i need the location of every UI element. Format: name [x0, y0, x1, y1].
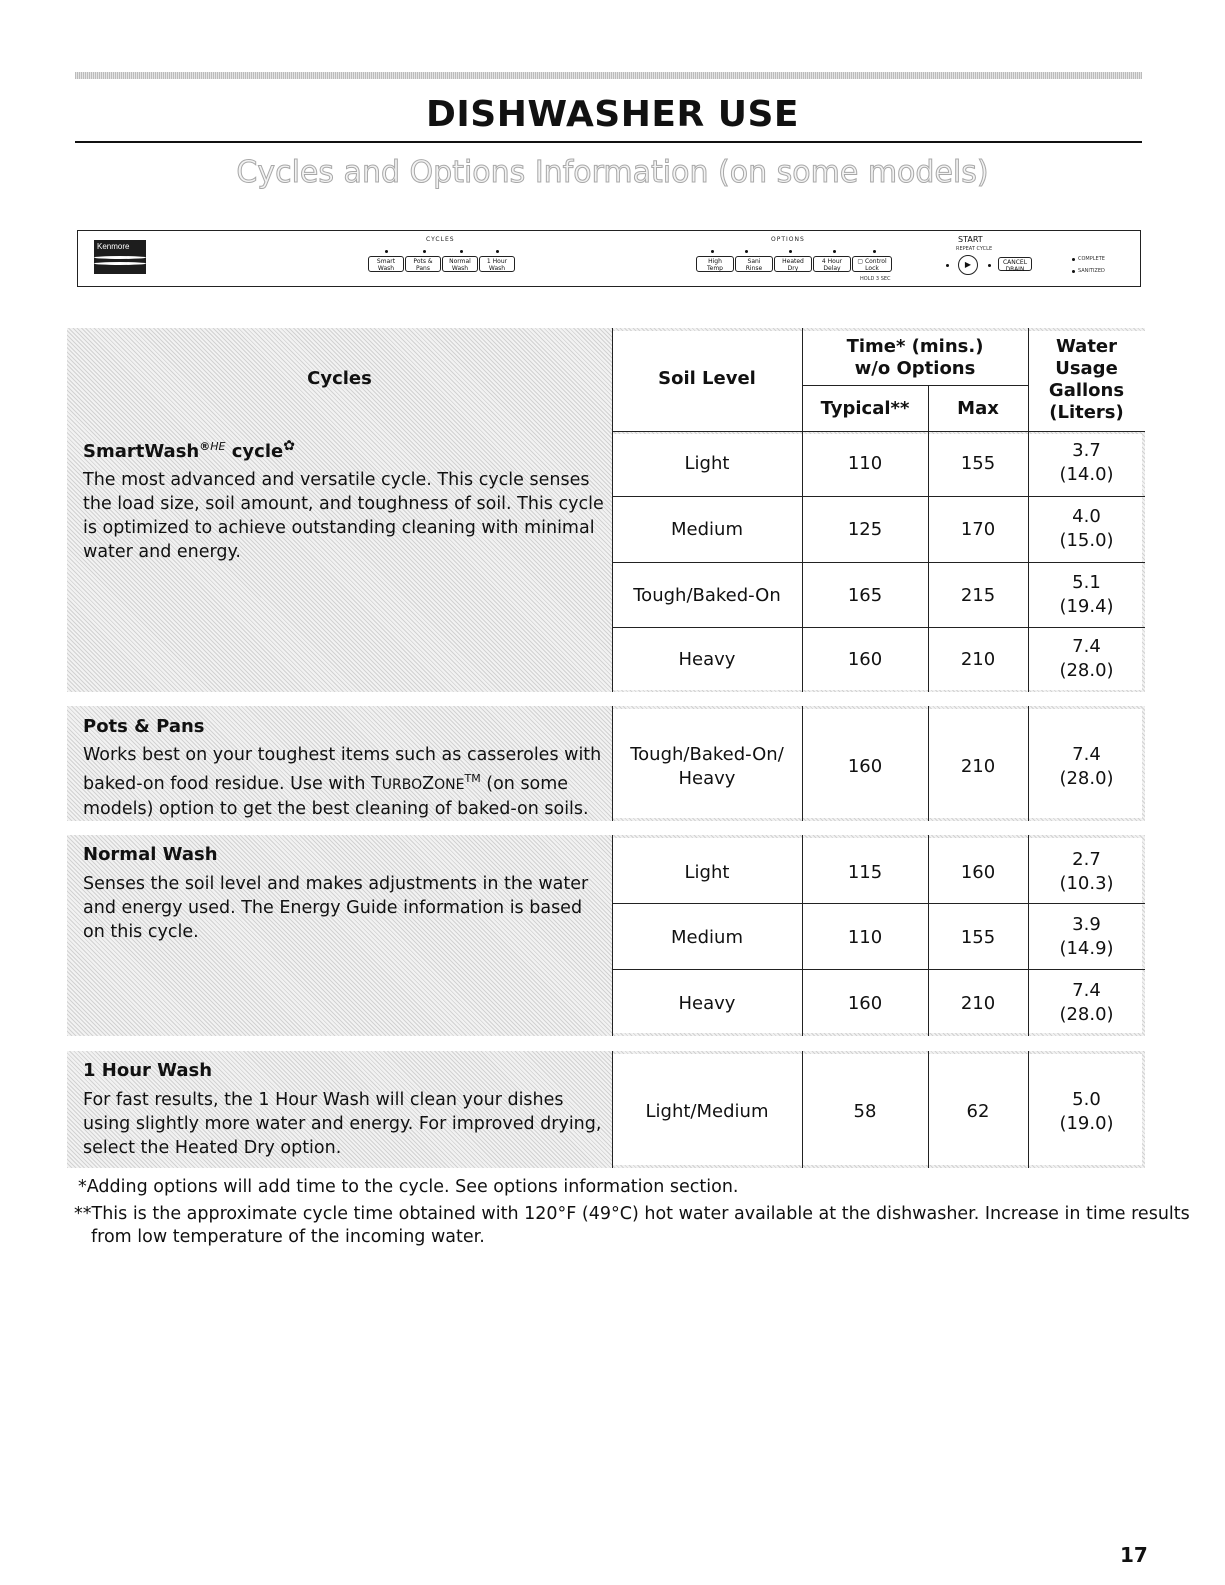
soil-level-value: Tough/Baked-On/ Heavy — [630, 744, 784, 789]
heated-dry-panel-button: Heated Dry — [774, 256, 812, 272]
smart-wash-panel-button: Smart Wash — [368, 256, 404, 272]
pots-pans-description: Works best on your toughest items such as casseroles with baked-on food residue. Use with TURBOZONE™ (on some models) option to get the best cleaning of baked-on soils. — [83, 745, 602, 819]
option-indicator-dot — [789, 250, 792, 253]
header-max: Max — [957, 398, 999, 419]
water-usage-value: 4.0 (15.0) — [1059, 506, 1114, 551]
one-hour-wash-cycle-name: 1 Hour Wash — [83, 1060, 213, 1081]
max-time-value: 170 — [960, 519, 996, 540]
time-header-divider — [802, 385, 1028, 386]
normal-wash-panel-button: Normal Wash — [442, 256, 478, 272]
max-time-value: 160 — [960, 862, 996, 883]
row-divider — [612, 969, 1145, 970]
normal-wash-description: Senses the soil level and makes adjustments in the water and energy used. The Energy Guide information is based on this cycle. — [83, 874, 589, 942]
soil-level-value: Light — [684, 453, 730, 474]
control-lock-panel-button: ▢ Control Lock — [852, 256, 892, 272]
start-label: START — [958, 235, 983, 244]
one-hour-wash-panel-button: 1 Hour Wash — [479, 256, 515, 272]
row-divider — [612, 903, 1145, 904]
smartwash-description: The most advanced and versatile cycle. This cycle senses the load size, soil amount, and toughness of soil. This cycle is optimized to achieve outstanding cleaning with minimal water and energy. — [83, 470, 604, 562]
typical-time-value: 165 — [847, 585, 883, 606]
typical-time-value: 110 — [847, 927, 883, 948]
soil-level-value: Tough/Baked-On — [633, 585, 781, 606]
cycles-panel-title: CYCLES — [426, 236, 455, 243]
soil-level-value: Medium — [671, 927, 743, 948]
soil-level-value: Heavy — [678, 993, 736, 1014]
typical-time-value: 160 — [847, 993, 883, 1014]
header-time: Time* (mins.) w/o Options — [846, 336, 984, 379]
typical-time-value: 160 — [847, 649, 883, 670]
logo-wave — [94, 262, 146, 265]
water-usage-value: 5.1 (19.4) — [1059, 572, 1114, 617]
soil-level-value: Heavy — [678, 649, 736, 670]
row-divider — [612, 627, 1145, 628]
option-indicator-dot — [745, 250, 748, 253]
option-indicator-dot — [833, 250, 836, 253]
header-bottom-line — [612, 431, 1145, 432]
max-time-value: 155 — [960, 927, 996, 948]
option-indicator-dot — [711, 250, 714, 253]
soil-level-value: Light/Medium — [645, 1101, 769, 1122]
cancel-panel-button: CANCEL DRAIN — [998, 257, 1032, 271]
header-soil-level: Soil Level — [658, 368, 756, 389]
cycle-indicator-dot — [423, 250, 426, 253]
page-number: 17 — [1120, 1543, 1148, 1567]
option-indicator-dot — [873, 250, 876, 253]
water-usage-value: 5.0 (19.0) — [1059, 1089, 1114, 1134]
column-divider — [802, 328, 803, 692]
one-hour-wash-table-block — [67, 1051, 1145, 1168]
control-panel-illustration — [77, 230, 1141, 287]
smartwash-cycle-name: SmartWash$^{®HE}$ cycle✿ — [83, 438, 295, 462]
high-temp-panel-button: High Temp — [696, 256, 734, 272]
pots-pans-panel-button: Pots & Pans — [405, 256, 441, 272]
water-usage-value: 3.7 (14.0) — [1059, 440, 1114, 485]
typical-time-value: 125 — [847, 519, 883, 540]
header-typical: Typical** — [820, 398, 910, 419]
footnote-options: *Adding options will add time to the cycle. See options information section. — [78, 1177, 739, 1197]
normal-wash-cycle-name: Normal Wash — [83, 844, 218, 865]
four-hour-delay-panel-button: 4 Hour Delay — [813, 256, 851, 272]
water-usage-value: 7.4 (28.0) — [1059, 744, 1114, 789]
sani-rinse-panel-button: Sani Rinse — [735, 256, 773, 272]
cycle-indicator-dot — [460, 250, 463, 253]
cycle-indicator-dot — [496, 250, 499, 253]
cancel-indicator-dot — [988, 264, 991, 267]
max-time-value: 62 — [966, 1101, 990, 1122]
sanitized-indicator-dot — [1072, 270, 1075, 273]
top-decorative-bar — [75, 72, 1142, 79]
water-usage-value: 7.4 (28.0) — [1059, 636, 1114, 681]
hold-label: HOLD 3 SEC — [860, 276, 891, 282]
options-panel-title: OPTIONS — [771, 236, 805, 243]
pots-pans-cycle-name: Pots & Pans — [83, 716, 205, 737]
pots-pans-table-block — [67, 706, 1145, 821]
soil-level-value: Light — [684, 862, 730, 883]
row-divider — [612, 562, 1145, 563]
max-time-value: 215 — [960, 585, 996, 606]
cycle-indicator-dot — [385, 250, 388, 253]
one-hour-wash-description: For fast results, the 1 Hour Wash will clean your dishes using slightly more water and energy. For improved drying, select the Heated Dry option. — [83, 1090, 602, 1158]
logo-wave — [94, 256, 146, 259]
start-indicator-dot — [946, 264, 949, 267]
max-time-value: 210 — [960, 993, 996, 1014]
column-divider — [612, 328, 613, 692]
typical-time-value: 110 — [847, 453, 883, 474]
header-cycles: Cycles — [307, 368, 372, 389]
complete-label: COMPLETE — [1078, 256, 1105, 262]
max-time-value: 210 — [960, 649, 996, 670]
logo-text: Kenmore — [97, 242, 130, 251]
lock-icon: ▢ — [857, 258, 864, 265]
soil-level-value: Medium — [671, 519, 743, 540]
section-subtitle: Cycles and Options Information (on some models) — [236, 155, 989, 190]
smartwash-table-block — [67, 328, 1145, 692]
play-icon: ▶ — [958, 255, 978, 275]
max-time-value: 210 — [960, 756, 996, 777]
typical-time-value: 160 — [847, 756, 883, 777]
typical-time-value: 115 — [847, 862, 883, 883]
page-title: DISHWASHER USE — [426, 94, 799, 135]
leaf-icon: ✿ — [283, 438, 295, 454]
water-usage-value: 3.9 (14.9) — [1059, 914, 1114, 959]
sanitized-label: SANITIZED — [1078, 268, 1105, 274]
row-divider — [612, 496, 1145, 497]
water-usage-value: 7.4 (28.0) — [1059, 980, 1114, 1025]
footnote-cycle-time: **This is the approximate cycle time obtained with 120°F (49°C) hot water available at the dishwasher. Increase in time results — [74, 1204, 1190, 1224]
complete-indicator-dot — [1072, 258, 1075, 261]
repeat-cycle-label: REPEAT CYCLE — [956, 246, 993, 252]
title-rule — [75, 141, 1142, 143]
header-water-usage: Water Usage Gallons (Liters) — [1048, 336, 1125, 423]
water-usage-value: 2.7 (10.3) — [1059, 849, 1114, 894]
footnote-cycle-time-continued: from low temperature of the incoming water. — [91, 1227, 485, 1247]
normal-wash-table-block — [67, 835, 1145, 1036]
typical-time-value: 58 — [853, 1101, 877, 1122]
kenmore-logo — [94, 240, 146, 274]
max-time-value: 155 — [960, 453, 996, 474]
